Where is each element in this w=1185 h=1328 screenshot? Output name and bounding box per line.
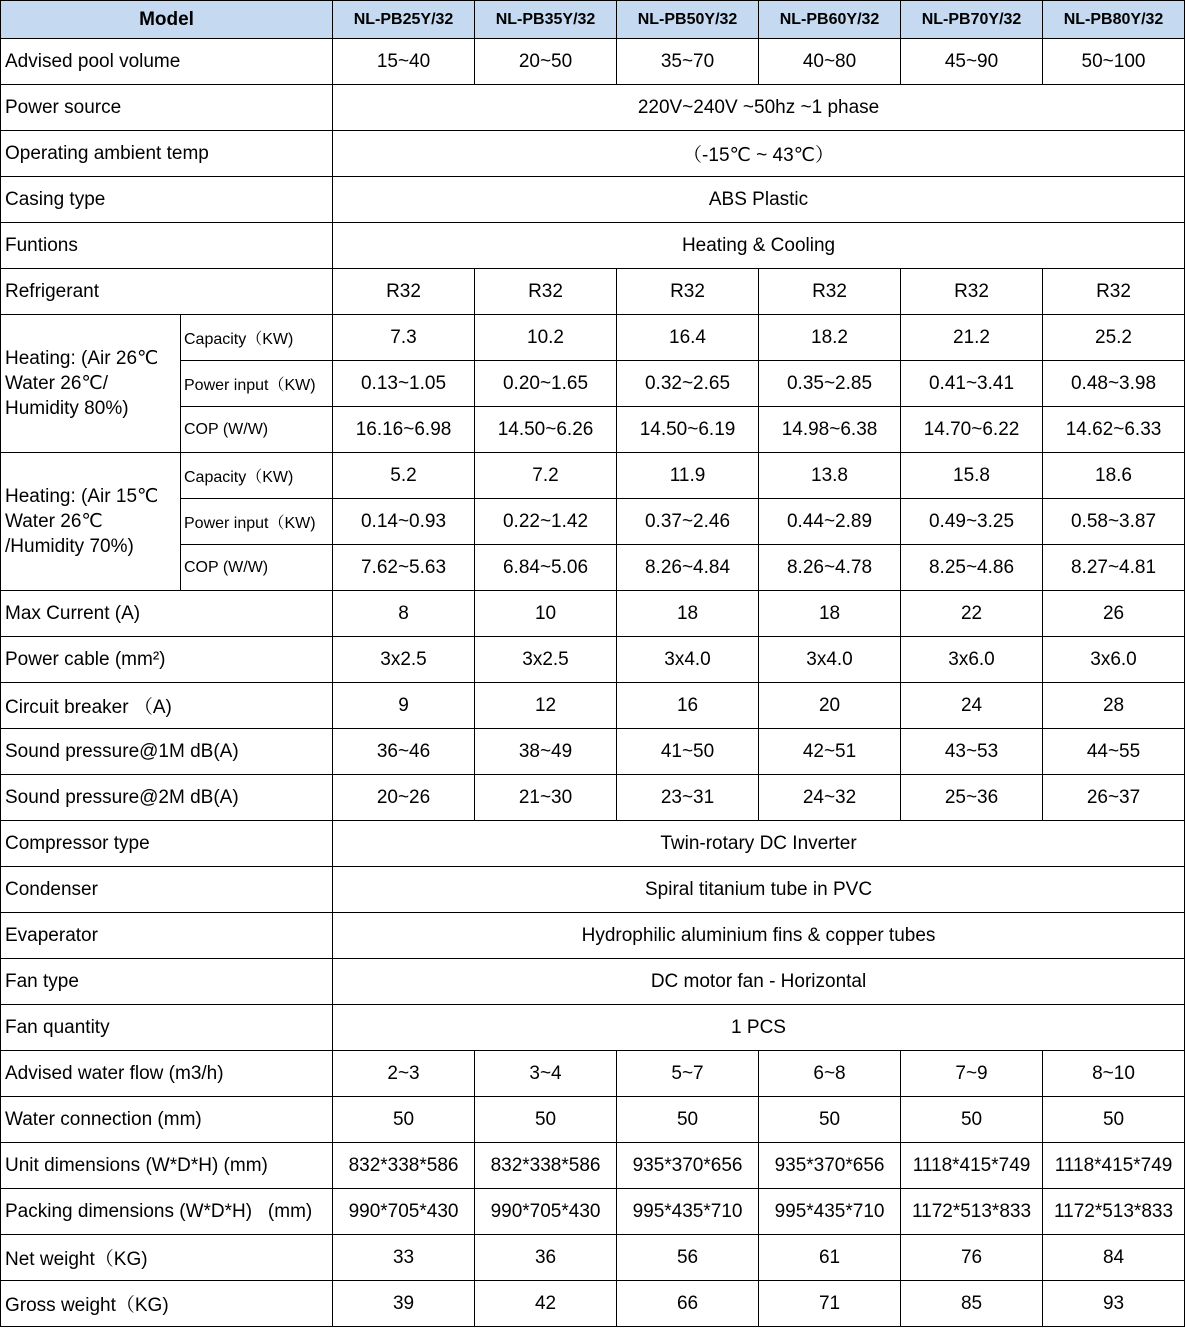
row-label: Fan quantity [1, 1005, 333, 1051]
row-label: Funtions [1, 223, 333, 269]
table-cell: 84 [1043, 1235, 1185, 1281]
row-water-flow [1, 1051, 1185, 1097]
table-cell: 6~8 [759, 1051, 901, 1097]
row-sound-2m [1, 775, 1185, 821]
table-cell: 990*705*430 [333, 1189, 475, 1235]
row-label: Gross weight（KG) [1, 1281, 333, 1327]
group-label-line: Water 26℃/ [5, 373, 108, 394]
row-label: Power source [1, 85, 333, 131]
table-cell: 1172*513*833 [1043, 1189, 1185, 1235]
table-cell: 42~51 [759, 729, 901, 775]
table-cell: 21~30 [475, 775, 617, 821]
row-label: Evaperator [1, 913, 333, 959]
row-max-current [1, 591, 1185, 637]
table-cell: 14.50~6.19 [617, 407, 759, 453]
table-cell: 50 [901, 1097, 1043, 1143]
model-name: NL-PB70Y/32 [901, 1, 1043, 39]
table-cell: 21.2 [901, 315, 1043, 361]
table-cell: 0.14~0.93 [333, 499, 475, 545]
merged-cell: （-15℃ ~ 43℃） [333, 131, 1185, 177]
row-label: Water connection (mm) [1, 1097, 333, 1143]
row-label: Operating ambient temp [1, 131, 333, 177]
row-fan-type [1, 959, 1185, 1005]
table-cell: 0.41~3.41 [901, 361, 1043, 407]
table-cell: 0.48~3.98 [1043, 361, 1185, 407]
row-sound-1m [1, 729, 1185, 775]
table-cell: 11.9 [617, 453, 759, 499]
table-cell: 33 [333, 1235, 475, 1281]
sub-label: COP (W/W) [181, 545, 333, 591]
table-cell: 0.37~2.46 [617, 499, 759, 545]
table-cell: 24~32 [759, 775, 901, 821]
table-cell: 40~80 [759, 39, 901, 85]
sub-label: Capacity（KW) [181, 453, 333, 499]
row-label: Fan type [1, 959, 333, 1005]
model-name: NL-PB25Y/32 [333, 1, 475, 39]
table-cell: 22 [901, 591, 1043, 637]
table-cell: 990*705*430 [475, 1189, 617, 1235]
table-cell: 20~26 [333, 775, 475, 821]
table-cell: 7.62~5.63 [333, 545, 475, 591]
table-cell: 85 [901, 1281, 1043, 1327]
table-cell: 18.2 [759, 315, 901, 361]
merged-cell: DC motor fan - Horizontal [333, 959, 1185, 1005]
row-water-connection [1, 1097, 1185, 1143]
group-label-line: Water 26℃ [5, 511, 103, 532]
table-cell: 3x2.5 [475, 637, 617, 683]
table-cell: 3x6.0 [901, 637, 1043, 683]
table-cell: 7.2 [475, 453, 617, 499]
table-cell: 41~50 [617, 729, 759, 775]
row-condenser [1, 867, 1185, 913]
table-cell: 18 [759, 591, 901, 637]
header-row [1, 1, 1185, 39]
table-cell: R32 [475, 269, 617, 315]
table-cell: 76 [901, 1235, 1043, 1281]
model-name: NL-PB50Y/32 [617, 1, 759, 39]
table-cell: 10 [475, 591, 617, 637]
row-heating2-capacity [1, 453, 1185, 499]
table-cell: 26~37 [1043, 775, 1185, 821]
table-cell: 50 [759, 1097, 901, 1143]
table-cell: 9 [333, 683, 475, 729]
group-label-line: Humidity 80%) [5, 398, 129, 419]
row-label: Advised pool volume [1, 39, 333, 85]
merged-cell: 220V~240V ~50hz ~1 phase [333, 85, 1185, 131]
table-cell: 832*338*586 [333, 1143, 475, 1189]
model-name: NL-PB35Y/32 [475, 1, 617, 39]
table-cell: 0.58~3.87 [1043, 499, 1185, 545]
table-cell: 71 [759, 1281, 901, 1327]
table-cell: 3x6.0 [1043, 637, 1185, 683]
table-cell: 14.70~6.22 [901, 407, 1043, 453]
table-cell: 36~46 [333, 729, 475, 775]
model-name: NL-PB60Y/32 [759, 1, 901, 39]
merged-cell: Heating & Cooling [333, 223, 1185, 269]
table-cell: 66 [617, 1281, 759, 1327]
table-cell: 61 [759, 1235, 901, 1281]
row-packing-dimensions [1, 1189, 1185, 1235]
table-cell: 50 [617, 1097, 759, 1143]
table-cell: 995*435*710 [617, 1189, 759, 1235]
table-cell: 13.8 [759, 453, 901, 499]
table-cell: 16.4 [617, 315, 759, 361]
table-cell: 0.32~2.65 [617, 361, 759, 407]
table-cell: 50 [475, 1097, 617, 1143]
table-cell: 8.25~4.86 [901, 545, 1043, 591]
group-label-line: Heating: (Air 26℃ [5, 348, 159, 369]
row-fan-quantity [1, 1005, 1185, 1051]
table-cell: R32 [333, 269, 475, 315]
table-cell: 832*338*586 [475, 1143, 617, 1189]
sub-label: Power input（KW) [181, 499, 333, 545]
table-cell: 8.26~4.84 [617, 545, 759, 591]
table-cell: 3x4.0 [759, 637, 901, 683]
table-cell: 935*370*656 [759, 1143, 901, 1189]
table-cell: 39 [333, 1281, 475, 1327]
row-evaperator [1, 913, 1185, 959]
sub-label: COP (W/W) [181, 407, 333, 453]
table-cell: R32 [1043, 269, 1185, 315]
merged-cell: Twin-rotary DC Inverter [333, 821, 1185, 867]
table-cell: 3x4.0 [617, 637, 759, 683]
model-name: NL-PB80Y/32 [1043, 1, 1185, 39]
table-cell: 5.2 [333, 453, 475, 499]
table-cell: 0.49~3.25 [901, 499, 1043, 545]
table-cell: 0.13~1.05 [333, 361, 475, 407]
row-label: Sound pressure@2M dB(A) [1, 775, 333, 821]
table-cell: 8.26~4.78 [759, 545, 901, 591]
merged-cell: Hydrophilic aluminium fins & copper tubes [333, 913, 1185, 959]
row-gross-weight [1, 1281, 1185, 1327]
table-cell: 1118*415*749 [1043, 1143, 1185, 1189]
table-cell: 3~4 [475, 1051, 617, 1097]
row-label: Condenser [1, 867, 333, 913]
merged-cell: 1 PCS [333, 1005, 1185, 1051]
table-cell: 42 [475, 1281, 617, 1327]
table-cell: 2~3 [333, 1051, 475, 1097]
table-cell: 23~31 [617, 775, 759, 821]
row-label: Casing type [1, 177, 333, 223]
table-cell: 44~55 [1043, 729, 1185, 775]
table-cell: 0.35~2.85 [759, 361, 901, 407]
table-cell: 12 [475, 683, 617, 729]
table-cell: R32 [901, 269, 1043, 315]
table-cell: 995*435*710 [759, 1189, 901, 1235]
row-unit-dimensions [1, 1143, 1185, 1189]
model-header-label: Model [1, 1, 333, 39]
heating-group-label [1, 315, 181, 453]
table-cell: 25.2 [1043, 315, 1185, 361]
row-label: Sound pressure@1M dB(A) [1, 729, 333, 775]
table-cell: 50 [1043, 1097, 1185, 1143]
table-cell: 15~40 [333, 39, 475, 85]
table-cell: 7~9 [901, 1051, 1043, 1097]
table-cell: 93 [1043, 1281, 1185, 1327]
row-power-source [1, 85, 1185, 131]
table-cell: 26 [1043, 591, 1185, 637]
table-cell: 28 [1043, 683, 1185, 729]
table-cell: 0.20~1.65 [475, 361, 617, 407]
row-heating1-capacity [1, 315, 1185, 361]
row-circuit-breaker [1, 683, 1185, 729]
merged-cell: ABS Plastic [333, 177, 1185, 223]
sub-label: Capacity（KW) [181, 315, 333, 361]
row-label: Power cable (mm²) [1, 637, 333, 683]
table-cell: 18.6 [1043, 453, 1185, 499]
table-cell: 8 [333, 591, 475, 637]
table-cell: 43~53 [901, 729, 1043, 775]
table-cell: 5~7 [617, 1051, 759, 1097]
table-cell: 56 [617, 1235, 759, 1281]
table-cell: 50 [333, 1097, 475, 1143]
table-cell: 8~10 [1043, 1051, 1185, 1097]
row-operating-ambient-temp [1, 131, 1185, 177]
table-cell: 16.16~6.98 [333, 407, 475, 453]
row-label: Net weight（KG) [1, 1235, 333, 1281]
table-cell: 20~50 [475, 39, 617, 85]
row-label: Refrigerant [1, 269, 333, 315]
table-cell: 24 [901, 683, 1043, 729]
table-cell: 15.8 [901, 453, 1043, 499]
table-cell: 14.98~6.38 [759, 407, 901, 453]
table-cell: 7.3 [333, 315, 475, 361]
table-cell: 3x2.5 [333, 637, 475, 683]
table-cell: 1172*513*833 [901, 1189, 1043, 1235]
table-cell: 16 [617, 683, 759, 729]
row-compressor-type [1, 821, 1185, 867]
table-cell: 0.44~2.89 [759, 499, 901, 545]
table-cell: R32 [617, 269, 759, 315]
table-cell: 935*370*656 [617, 1143, 759, 1189]
table-cell: 18 [617, 591, 759, 637]
table-cell: 14.62~6.33 [1043, 407, 1185, 453]
sub-label: Power input（KW) [181, 361, 333, 407]
row-label: Advised water flow (m3/h) [1, 1051, 333, 1097]
table-cell: 25~36 [901, 775, 1043, 821]
row-casing-type [1, 177, 1185, 223]
table-cell: 14.50~6.26 [475, 407, 617, 453]
row-power-cable [1, 637, 1185, 683]
table-cell: 35~70 [617, 39, 759, 85]
row-refrigerant [1, 269, 1185, 315]
table-cell: 45~90 [901, 39, 1043, 85]
row-label: Unit dimensions (W*D*H) (mm) [1, 1143, 333, 1189]
table-cell: 10.2 [475, 315, 617, 361]
group-label-line: Heating: (Air 15℃ [5, 486, 159, 507]
table-cell: 6.84~5.06 [475, 545, 617, 591]
row-label: Compressor type [1, 821, 333, 867]
table-cell: 8.27~4.81 [1043, 545, 1185, 591]
row-label: Circuit breaker （A) [1, 683, 333, 729]
row-funtions [1, 223, 1185, 269]
row-label: Packing dimensions (W*D*H) (mm) [1, 1189, 333, 1235]
table-cell: 36 [475, 1235, 617, 1281]
table-cell: R32 [759, 269, 901, 315]
row-label: Max Current (A) [1, 591, 333, 637]
table-cell: 1118*415*749 [901, 1143, 1043, 1189]
row-net-weight [1, 1235, 1185, 1281]
row-advised-pool-volume [1, 39, 1185, 85]
table-cell: 0.22~1.42 [475, 499, 617, 545]
table-cell: 20 [759, 683, 901, 729]
heating-group-label [1, 453, 181, 591]
merged-cell: Spiral titanium tube in PVC [333, 867, 1185, 913]
group-label-line: /Humidity 70%) [5, 536, 134, 557]
table-cell: 50~100 [1043, 39, 1185, 85]
table-cell: 38~49 [475, 729, 617, 775]
